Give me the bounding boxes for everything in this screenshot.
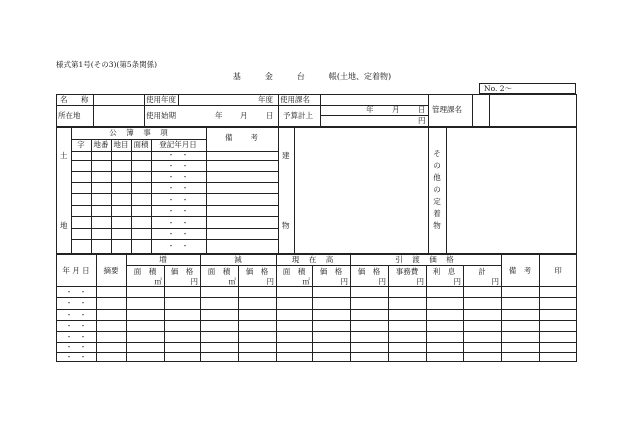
register-label: 公 簿 事 項 [109,128,169,137]
col-aza: 字 [77,140,85,149]
land-remarks-label: 備 考 [225,133,259,142]
start-month-mark: 月 [240,111,248,120]
transfer-fee-yen-unit: 円 [416,277,424,286]
land-date-dots: ・ ・ [167,151,189,159]
land-side-top: 土 [60,151,68,160]
ledger-date-dots: ・ ・ [65,343,87,351]
transfer-price-label: 価 格 [357,267,381,276]
seal-label: 印 [554,266,562,275]
ledger-remarks-label: 備 考 [508,266,532,275]
year-suffix: 年度 [258,95,273,104]
page-number: No. 2〜 [484,84,512,93]
col-chimoku: 地目 [113,140,129,149]
decrease-label: 減 [234,255,242,264]
name-label: 名 称 [60,95,92,104]
budget-yen-mark: 円 [418,116,426,125]
building-side-bottom: 物 [282,221,290,230]
transfer-price-yen-unit: 円 [378,277,386,286]
use-section-label: 使用課名 [280,95,310,104]
building-side-top: 建 [282,151,290,160]
land-date-dots: ・ ・ [167,173,189,181]
transfer-interest-yen-unit: 円 [453,277,461,286]
increase-label: 増 [159,255,167,264]
land-date-dots: ・ ・ [167,230,189,238]
current-sqm-unit: ㎡ [302,277,310,286]
budget-month-mark: 月 [392,105,400,114]
ledger-date-dots: ・ ・ [65,322,87,330]
decrease-area-label: 面 積 [207,267,231,276]
form-number: 様式第1号(その3)(第5条関係) [56,60,158,69]
transfer-total-yen-unit: 円 [491,277,499,286]
land-date-dots: ・ ・ [167,242,189,250]
page-title: 基 金 台 帳(土地、定着物) [232,72,392,81]
decrease-price-label: 価 格 [245,267,269,276]
land-side-bottom: 地 [60,221,68,230]
land-date-dots: ・ ・ [167,184,189,192]
transfer-interest-label: 利 息 [432,267,456,276]
start-year-mark: 年 [215,111,223,120]
header-table [56,94,577,127]
increase-area-label: 面 積 [133,267,157,276]
ledger-date-dots: ・ ・ [65,311,87,319]
use-start-label: 使用始期 [146,111,176,120]
budget-label: 予算計上 [283,111,313,120]
decrease-yen-unit: 円 [266,277,274,286]
use-year-label: 使用年度 [146,95,176,104]
ledger-date-dots: ・ ・ [65,333,87,341]
ledger-summary-label: 摘要 [103,266,119,275]
ledger-date-dots: ・ ・ [65,353,87,361]
col-chiban: 地番 [93,140,109,149]
ledger-date-label: 年 月 日 [62,266,90,275]
current-label: 現 在 高 [291,255,335,264]
decrease-sqm-unit: ㎡ [228,277,236,286]
other-fixtures-label: そ の 他 の 定 着 物 [433,149,441,230]
start-day-mark: 日 [266,111,274,120]
increase-yen-unit: 円 [190,277,198,286]
land-date-dots: ・ ・ [167,219,189,227]
location-label: 所在地 [58,111,81,120]
land-date-dots: ・ ・ [167,196,189,204]
col-regdate: 登記年月日 [159,140,197,149]
land-date-dots: ・ ・ [167,162,189,170]
current-yen-unit: 円 [340,277,348,286]
current-price-label: 価 格 [319,267,343,276]
budget-day-mark: 日 [418,105,426,114]
ledger-date-dots: ・ ・ [65,299,87,307]
transfer-total-label: 計 [478,267,486,276]
col-area: 面積 [133,140,149,149]
ledger-date-dots: ・ ・ [65,288,87,296]
budget-year-mark: 年 [366,105,374,114]
increase-sqm-unit: ㎡ [154,277,162,286]
manage-section-label: 管理課名 [432,105,462,114]
transfer-label: 引 渡 価 格 [395,255,455,264]
increase-price-label: 価 格 [170,267,194,276]
land-date-dots: ・ ・ [167,207,189,215]
current-area-label: 面 積 [282,267,306,276]
transfer-fee-label: 事務費 [395,267,419,276]
